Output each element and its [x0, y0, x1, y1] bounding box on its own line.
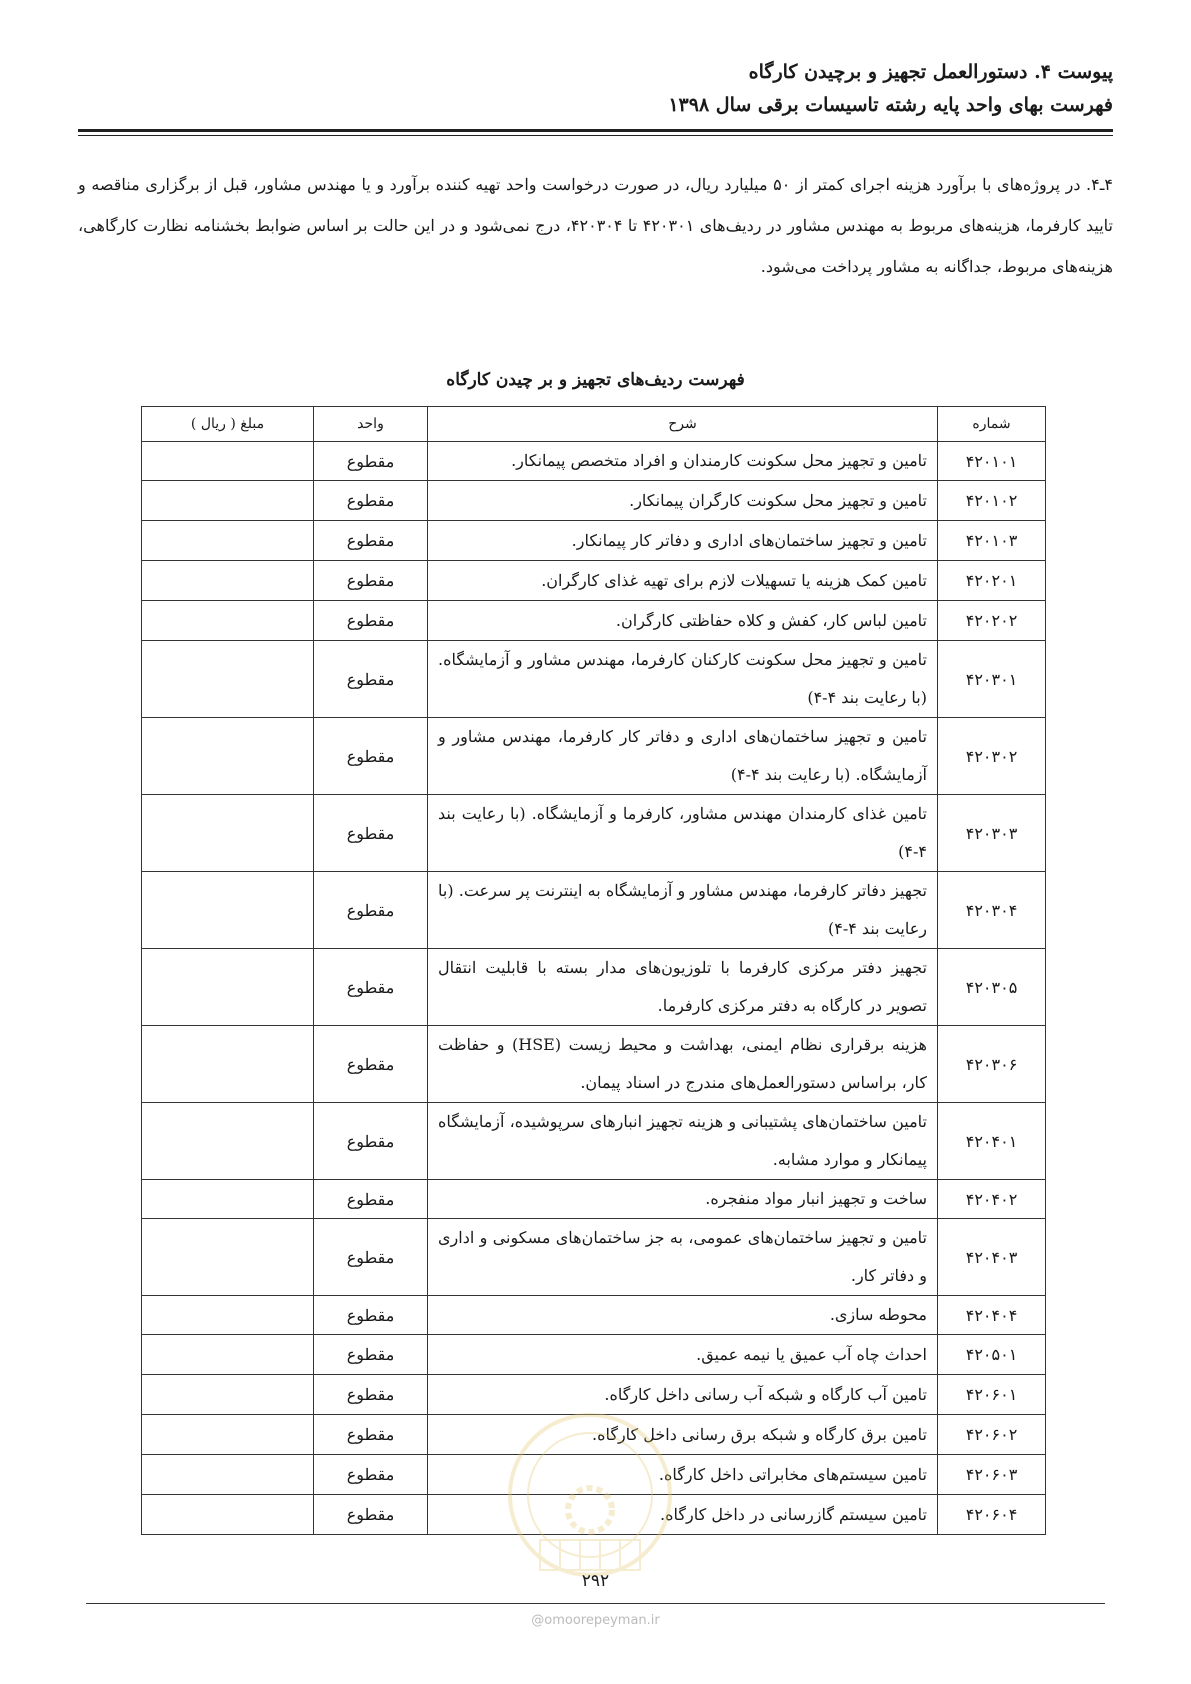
table-row [142, 1296, 1046, 1335]
row-number: ۴۲۰۳۰۶ [938, 1026, 1046, 1103]
row-number: ۴۲۰۳۰۴ [938, 872, 1046, 949]
row-number: ۴۲۰۳۰۲ [938, 718, 1046, 795]
table-title: فهرست ردیف‌های تجهیز و بر چیدن کارگاه [446, 370, 745, 390]
row-number: ۴۲۰۴۰۳ [938, 1219, 1046, 1296]
items-table [141, 406, 1046, 1535]
row-description: تامین غذای کارمندان مهندس مشاور، کارفرما و آزمایشگاه. (با رعایت بند ۴-۴) [428, 795, 938, 872]
row-amount [142, 949, 314, 1026]
table-row [142, 795, 1046, 872]
row-amount [142, 561, 314, 601]
row-number: ۴۲۰۶۰۱ [938, 1375, 1046, 1415]
table-header-row [142, 407, 1046, 442]
row-unit: مقطوع [314, 1180, 428, 1219]
table-row [142, 872, 1046, 949]
table-row [142, 1219, 1046, 1296]
row-number: ۴۲۰۳۰۵ [938, 949, 1046, 1026]
row-number: ۴۲۰۴۰۲ [938, 1180, 1046, 1219]
row-amount [142, 1415, 314, 1455]
row-amount [142, 481, 314, 521]
row-amount [142, 1335, 314, 1375]
row-description: محوطه سازی. [428, 1296, 938, 1335]
row-number: ۴۲۰۲۰۱ [938, 561, 1046, 601]
row-description: تامین و تجهیز ساختمان‌های اداری و دفاتر کار کارفرما، مهندس مشاور و آزمایشگاه. (با رعایت بند ۴-۴) [428, 718, 938, 795]
header-title: پیوست ۴. دستورالعمل تجهیز و برچیدن کارگاه [748, 61, 1113, 83]
table-row [142, 718, 1046, 795]
row-description: تامین و تجهیز ساختمان‌های اداری و دفاتر کار پیمانکار. [428, 521, 938, 561]
row-description: تامین و تجهیز محل سکونت کارکنان کارفرما، مهندس مشاور و آزمایشگاه. (با رعایت بند ۴-۴) [428, 641, 938, 718]
row-number: ۴۲۰۳۰۱ [938, 641, 1046, 718]
table-row [142, 641, 1046, 718]
row-description: ساخت و تجهیز انبار مواد منفجره. [428, 1180, 938, 1219]
row-number: ۴۲۰۱۰۳ [938, 521, 1046, 561]
page-number: ۲۹۲ [581, 1571, 610, 1591]
header-subtitle: فهرست بهای واحد پایه رشته تاسیسات برقی سال ۱۳۹۸ [668, 94, 1113, 116]
footer-rule [86, 1603, 1105, 1604]
row-amount [142, 1219, 314, 1296]
row-unit: مقطوع [314, 949, 428, 1026]
row-number: ۴۲۰۶۰۴ [938, 1495, 1046, 1535]
row-unit: مقطوع [314, 1455, 428, 1495]
website-watermark: @omoorepeyman.ir [531, 1613, 660, 1628]
row-description: تامین و تجهیز محل سکونت کارمندان و افراد متخصص پیمانکار. [428, 442, 938, 481]
row-unit: مقطوع [314, 442, 428, 481]
row-amount [142, 1180, 314, 1219]
row-amount [142, 1455, 314, 1495]
row-unit: مقطوع [314, 601, 428, 641]
header-rule-thin [78, 135, 1113, 136]
row-description: تامین و تجهیز محل سکونت کارگران پیمانکار. [428, 481, 938, 521]
table-row [142, 442, 1046, 481]
row-unit: مقطوع [314, 1103, 428, 1180]
row-unit: مقطوع [314, 1495, 428, 1535]
row-amount [142, 718, 314, 795]
table-body [142, 442, 1046, 1535]
row-number: ۴۲۰۱۰۱ [938, 442, 1046, 481]
seal-stamp-icon [500, 1400, 680, 1600]
table-row [142, 521, 1046, 561]
intro-paragraph: ۴ـ۴. در پروژه‌های با برآورد هزینه اجرای کمتر از ۵۰ میلیارد ریال، در صورت درخواست واحد تهیه کننده برآورد و یا مهندس مشاور، قبل از برگزاری مناقصه و تایید کارفرما، هزینه‌های مربوط به مهندس مشاور در ردیف‌های ۴۲۰۳۰۱ تا ۴۲۰۳۰۴، درج نمی‌شود و در این حالت بر اساس ضوابط بخشنامه نظارت کارگاهی، هزینه‌های مربوط، جداگانه به مشاور پرداخت می‌شود. [78, 175, 1114, 276]
row-number: ۴۲۰۴۰۱ [938, 1103, 1046, 1180]
row-description: تامین آب کارگاه و شبکه آب رسانی داخل کارگاه. [428, 1375, 938, 1415]
row-unit: مقطوع [314, 481, 428, 521]
row-number: ۴۲۰۲۰۲ [938, 601, 1046, 641]
row-amount [142, 1026, 314, 1103]
row-unit: مقطوع [314, 1219, 428, 1296]
row-amount [142, 641, 314, 718]
row-unit: مقطوع [314, 521, 428, 561]
row-amount [142, 1103, 314, 1180]
row-unit: مقطوع [314, 641, 428, 718]
row-amount [142, 1296, 314, 1335]
row-unit: مقطوع [314, 1026, 428, 1103]
row-number: ۴۲۰۴۰۴ [938, 1296, 1046, 1335]
row-unit: مقطوع [314, 1375, 428, 1415]
row-description: تامین ساختمان‌های پشتیبانی و هزینه تجهیز انبارهای سرپوشیده، آزمایشگاه پیمانکار و موارد مشابه. [428, 1103, 938, 1180]
header-description: شرح [428, 407, 938, 442]
row-unit: مقطوع [314, 1296, 428, 1335]
row-amount [142, 1495, 314, 1535]
row-unit: مقطوع [314, 872, 428, 949]
row-description: تامین سیستم گازرسانی در داخل کارگاه. [428, 1495, 938, 1535]
row-amount [142, 521, 314, 561]
header-amount: مبلغ ( ریال ) [142, 407, 314, 442]
table-row [142, 481, 1046, 521]
row-number: ۴۲۰۱۰۲ [938, 481, 1046, 521]
row-description: تامین سیستم‌های مخابراتی داخل کارگاه. [428, 1455, 938, 1495]
row-amount [142, 442, 314, 481]
table-row [142, 1103, 1046, 1180]
row-amount [142, 795, 314, 872]
header-number: شماره [938, 407, 1046, 442]
table-row [142, 949, 1046, 1026]
table-row [142, 1026, 1046, 1103]
row-description: تامین لباس کار، کفش و کلاه حفاظتی کارگران. [428, 601, 938, 641]
header-rule-thick [78, 129, 1113, 132]
row-description: تامین برق کارگاه و شبکه برق رسانی داخل کارگاه. [428, 1415, 938, 1455]
row-description: تامین و تجهیز ساختمان‌های عمومی، به جز ساختمان‌های مسکونی و اداری و دفاتر کار. [428, 1219, 938, 1296]
row-description: تجهیز دفتر مرکزی کارفرما با تلوزیون‌های مدار بسته با قابلیت انتقال تصویر در کارگاه به دفتر مرکزی کارفرما. [428, 949, 938, 1026]
row-description: تجهیز دفاتر کارفرما، مهندس مشاور و آزمایشگاه به اینترنت پر سرعت. (با رعایت بند ۴-۴) [428, 872, 938, 949]
row-unit: مقطوع [314, 718, 428, 795]
row-unit: مقطوع [314, 1415, 428, 1455]
table-row [142, 1180, 1046, 1219]
table-row [142, 601, 1046, 641]
row-amount [142, 1375, 314, 1415]
row-unit: مقطوع [314, 561, 428, 601]
row-description: احداث چاه آب عمیق یا نیمه عمیق. [428, 1335, 938, 1375]
row-description: تامین کمک هزینه یا تسهیلات لازم برای تهیه غذای کارگران. [428, 561, 938, 601]
table-row [142, 1335, 1046, 1375]
row-number: ۴۲۰۳۰۳ [938, 795, 1046, 872]
row-number: ۴۲۰۵۰۱ [938, 1335, 1046, 1375]
page-header [78, 58, 1113, 120]
row-amount [142, 872, 314, 949]
table-row [142, 561, 1046, 601]
row-number: ۴۲۰۶۰۲ [938, 1415, 1046, 1455]
row-unit: مقطوع [314, 1335, 428, 1375]
row-amount [142, 601, 314, 641]
row-unit: مقطوع [314, 795, 428, 872]
header-unit: واحد [314, 407, 428, 442]
row-number: ۴۲۰۶۰۳ [938, 1455, 1046, 1495]
row-description: هزینه برقراری نظام ایمنی، بهداشت و محیط زیست (HSE) و حفاظت کار، براساس دستورالعمل‌های مندرج در اسناد پیمان. [428, 1026, 938, 1103]
